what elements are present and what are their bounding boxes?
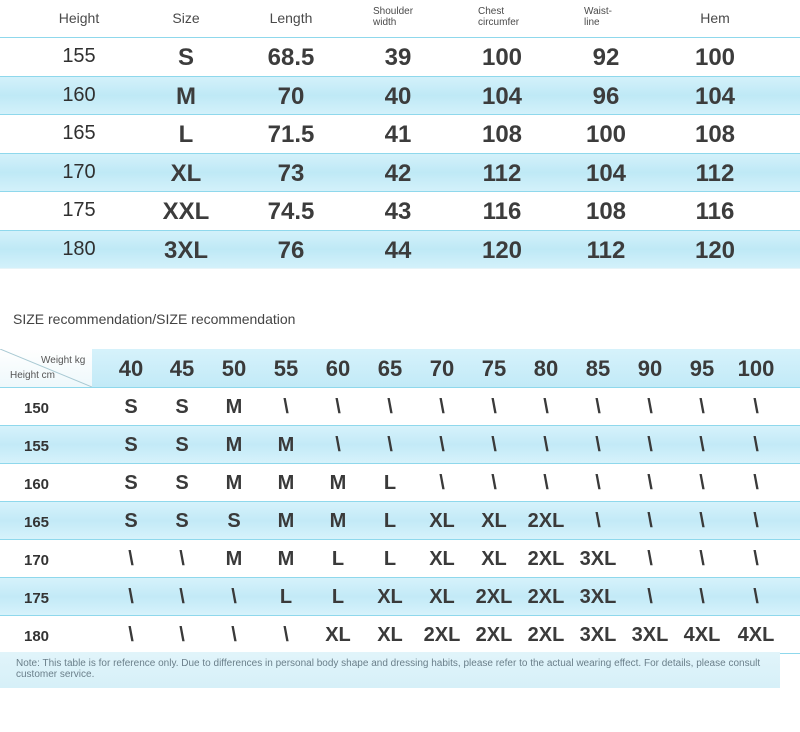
size-cell: \: [753, 548, 759, 570]
size-cell: M: [225, 434, 243, 456]
cell-hem: 108: [694, 121, 736, 148]
size-cell: XL: [429, 510, 455, 532]
cell-shoulder: 40: [384, 82, 412, 110]
size-cell: XL: [377, 624, 403, 646]
size-cell: 2XL: [527, 624, 565, 646]
cell-chest: 120: [481, 236, 523, 264]
header-shoulder: Shoulder width: [373, 6, 414, 28]
cell-length: 70: [277, 82, 305, 110]
row-height: 150: [24, 400, 50, 417]
size-cell: \: [753, 472, 759, 494]
size-cell: S: [175, 396, 189, 418]
cell-length: 74.5: [267, 198, 315, 225]
cell-length: 68.5: [267, 44, 315, 71]
size-cell: \: [753, 396, 759, 418]
size-chart-body: [0, 37, 800, 268]
row-height: 160: [24, 476, 50, 493]
cell-shoulder: 39: [384, 44, 412, 71]
row-height: 165: [24, 514, 50, 531]
table-row: [0, 114, 800, 153]
cell-waist: 112: [586, 236, 626, 264]
table-row: [0, 463, 800, 501]
size-chart-table: [0, 0, 800, 268]
size-cell: \: [753, 586, 759, 608]
weight-header: 45: [169, 356, 195, 381]
cell-size: XXL: [162, 198, 210, 225]
size-cell: 3XL: [579, 624, 617, 646]
size-cell: L: [383, 548, 397, 570]
size-cell: 4XL: [683, 624, 721, 646]
size-cell: 2XL: [527, 510, 565, 532]
recommendation-body: [0, 387, 800, 653]
size-cell: S: [124, 434, 138, 456]
corner-cell: [0, 349, 92, 387]
cell-height: 175: [62, 199, 96, 221]
size-cell: 3XL: [631, 624, 669, 646]
size-cell: 3XL: [579, 548, 617, 570]
size-cell: S: [175, 434, 189, 456]
size-cell: \: [699, 548, 705, 570]
size-cell: \: [647, 434, 653, 456]
cell-hem: 100: [694, 44, 736, 71]
row-height: 155: [24, 438, 50, 455]
weight-header: 75: [481, 356, 507, 381]
size-cell: 2XL: [527, 548, 565, 570]
cell-waist: 92: [592, 44, 620, 71]
size-cell: \: [647, 472, 653, 494]
weight-header: 90: [637, 356, 663, 381]
weight-header: 60: [325, 356, 351, 381]
size-cell: \: [753, 434, 759, 456]
cell-height: 180: [62, 237, 96, 260]
weight-header: 80: [533, 356, 559, 381]
cell-shoulder: 41: [384, 121, 412, 148]
cell-waist: 96: [592, 82, 620, 110]
cell-hem: 112: [695, 159, 735, 187]
table-row: [0, 37, 800, 76]
size-cell: \: [595, 472, 601, 494]
size-cell: \: [699, 434, 705, 456]
size-cell: \: [699, 510, 705, 532]
size-cell: L: [383, 510, 397, 532]
size-cell: \: [387, 434, 393, 456]
size-cell: \: [335, 396, 341, 418]
size-cell: \: [543, 472, 549, 494]
size-cell: \: [491, 434, 497, 456]
size-cell: L: [383, 472, 397, 494]
size-cell: \: [179, 586, 185, 608]
size-chart-header: [0, 0, 800, 37]
header-length: Length: [269, 10, 313, 26]
size-cell: \: [647, 548, 653, 570]
size-cell: M: [225, 472, 243, 494]
size-cell: 2XL: [475, 586, 513, 608]
cell-hem: 104: [694, 82, 736, 110]
size-cell: \: [647, 586, 653, 608]
row-height: 180: [24, 628, 50, 645]
size-cell: \: [595, 510, 601, 532]
cell-size: L: [178, 121, 194, 148]
weight-header: 65: [377, 356, 403, 381]
table-row: [0, 425, 800, 463]
table-row: [0, 501, 800, 539]
size-cell: 3XL: [579, 586, 617, 608]
header-waist: Waist- line: [584, 6, 612, 28]
size-cell: L: [279, 586, 293, 608]
size-cell: \: [699, 586, 705, 608]
size-cell: XL: [325, 624, 351, 646]
header-chest: Chest circumfer: [478, 6, 520, 28]
size-cell: \: [753, 510, 759, 532]
size-cell: M: [277, 434, 295, 456]
size-cell: \: [335, 434, 341, 456]
size-cell: \: [543, 396, 549, 418]
size-cell: XL: [429, 586, 455, 608]
cell-hem: 116: [695, 198, 735, 225]
size-cell: 2XL: [423, 624, 461, 646]
cell-chest: 116: [482, 198, 522, 225]
weight-header: 50: [221, 356, 247, 381]
size-cell: L: [331, 586, 345, 608]
size-cell: \: [128, 548, 134, 570]
size-cell: S: [124, 472, 138, 494]
cell-shoulder: 42: [384, 159, 412, 187]
size-cell: 2XL: [527, 586, 565, 608]
weight-header: 40: [118, 356, 144, 381]
cell-length: 73: [277, 159, 305, 187]
recommendation-header: [0, 349, 800, 387]
table-row: [0, 615, 800, 653]
size-cell: \: [595, 434, 601, 456]
size-cell: S: [175, 510, 189, 532]
cell-size: S: [177, 44, 194, 71]
size-cell: \: [283, 396, 289, 418]
cell-length: 76: [277, 236, 305, 264]
size-cell: \: [179, 548, 185, 570]
table-row: [0, 387, 800, 425]
weight-header: 70: [429, 356, 455, 381]
size-cell: \: [283, 624, 289, 646]
size-cell: \: [128, 624, 134, 646]
size-cell: S: [124, 396, 138, 418]
size-cell: S: [124, 510, 138, 532]
size-cell: 4XL: [737, 624, 775, 646]
weight-axis-label: Weight kg: [41, 355, 86, 366]
cell-length: 71.5: [267, 121, 315, 148]
table-row: [0, 153, 800, 192]
cell-chest: 100: [481, 44, 523, 71]
size-cell: \: [647, 396, 653, 418]
size-cell: S: [175, 472, 189, 494]
header-height: Height: [58, 10, 100, 26]
cell-height: 170: [62, 160, 96, 183]
size-cell: \: [231, 586, 237, 608]
size-cell: M: [277, 548, 295, 570]
header-size: Size: [172, 10, 200, 26]
cell-chest: 104: [481, 82, 523, 110]
size-cell: \: [439, 434, 445, 456]
header-hem: Hem: [700, 10, 730, 26]
row-height: 175: [24, 590, 50, 607]
size-cell: M: [277, 510, 295, 532]
cell-hem: 120: [694, 236, 736, 264]
cell-size: M: [176, 82, 196, 110]
size-cell: S: [227, 510, 241, 532]
cell-height: 165: [62, 122, 96, 144]
size-cell: XL: [481, 510, 507, 532]
size-cell: \: [128, 586, 134, 608]
table-row: [0, 230, 800, 269]
weight-header: 55: [273, 356, 299, 381]
size-cell: \: [231, 624, 237, 646]
cell-chest: 108: [481, 121, 523, 148]
size-cell: \: [647, 510, 653, 532]
size-cell: M: [329, 510, 347, 532]
size-cell: XL: [429, 548, 455, 570]
size-cell: \: [439, 396, 445, 418]
recommendation-table: [0, 349, 800, 654]
cell-size: 3XL: [163, 236, 208, 264]
size-cell: \: [387, 396, 393, 418]
cell-shoulder: 44: [384, 236, 412, 264]
row-height: 170: [24, 552, 50, 569]
cell-chest: 112: [482, 159, 522, 187]
size-cell: 2XL: [475, 624, 513, 646]
cell-size: XL: [170, 159, 202, 187]
table-row: [0, 191, 800, 230]
cell-shoulder: 43: [384, 198, 412, 225]
size-cell: XL: [377, 586, 403, 608]
note-text: Note: This table is for reference only. Due to differences in personal body shape and dressing habits, please refer to the actual wearing effect. For details, please consult customer service.: [16, 658, 761, 680]
weight-header: 100: [737, 356, 775, 381]
table-row: [0, 577, 800, 615]
size-cell: \: [699, 472, 705, 494]
table-row: [0, 76, 800, 115]
weight-header: 95: [689, 356, 715, 381]
size-cell: L: [331, 548, 345, 570]
cell-height: 160: [62, 83, 96, 106]
size-cell: \: [179, 624, 185, 646]
height-axis-label: Height cm: [10, 370, 56, 381]
size-cell: \: [699, 396, 705, 418]
size-cell: \: [543, 434, 549, 456]
size-cell: XL: [481, 548, 507, 570]
cell-waist: 104: [585, 159, 627, 187]
divider: [0, 268, 800, 269]
table-row: [0, 539, 800, 577]
size-cell: \: [491, 396, 497, 418]
size-cell: \: [491, 472, 497, 494]
size-cell: M: [225, 548, 243, 570]
weight-header: 85: [585, 356, 611, 381]
recommendation-title: SIZE recommendation/SIZE recommendation: [13, 311, 296, 327]
cell-height: 155: [62, 45, 96, 67]
size-cell: \: [439, 472, 445, 494]
size-cell: M: [329, 472, 347, 494]
cell-waist: 100: [585, 121, 627, 148]
size-cell: M: [277, 472, 295, 494]
size-cell: M: [225, 396, 243, 418]
cell-waist: 108: [585, 198, 627, 225]
reference-note: [0, 652, 780, 688]
size-cell: \: [595, 396, 601, 418]
